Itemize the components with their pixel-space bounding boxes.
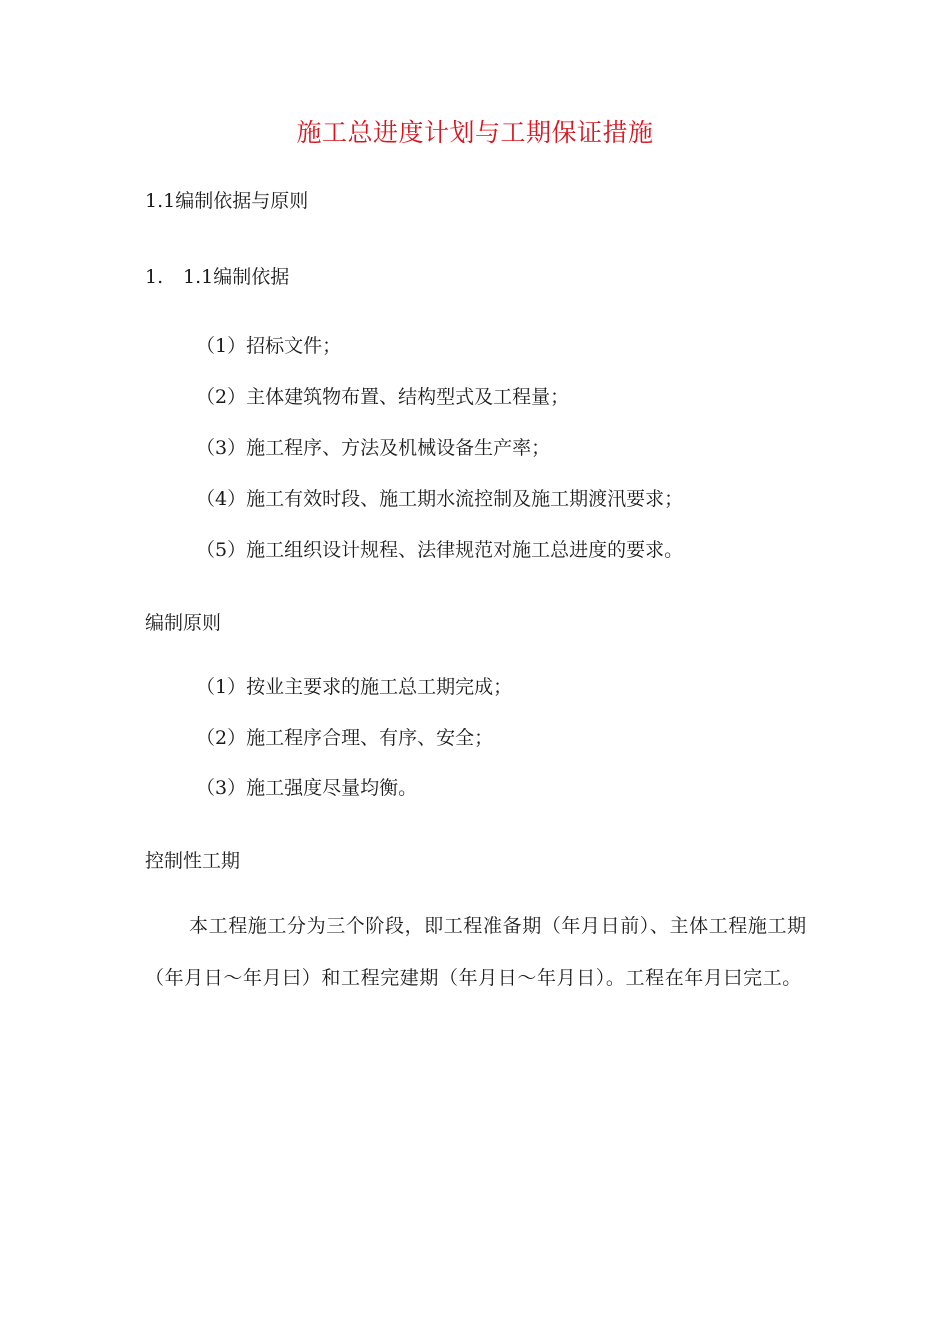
section-number: 1. (145, 266, 164, 288)
document-title: 施工总进度计划与工期保证措施 (296, 118, 654, 147)
basis-item-2: （2）主体建筑物布置、结构型式及工程量； (196, 386, 570, 408)
principle-item-3: （3）施工强度尽量均衡。 (196, 777, 418, 799)
control-period-paragraph: 本工程施工分为三个阶段，即工程准备期（年月日前）、主体工程施工期（年月日〜年月曰）和工程完建期（年月日〜年月日）。工程在年月曰完工。 (145, 915, 807, 989)
principle-item-1: （1）按业主要求的施工总工期完成； (196, 676, 513, 698)
basis-item-5: （5）施工组织设计规程、法律规范对施工总进度的要求。 (196, 539, 684, 561)
section-heading-1-1: 1.1编制依据与原则 (145, 190, 309, 212)
basis-item-1: （1）招标文件； (196, 335, 342, 357)
control-period-heading: 控制性工期 (145, 850, 241, 872)
section-heading-1-1-1 (145, 264, 289, 290)
principle-item-2: （2）施工程序合理、有序、安全； (196, 727, 494, 749)
section-label: 1.1编制依据 (183, 266, 290, 288)
basis-item-4: （4）施工有效时段、施工期水流控制及施工期渡汛要求； (196, 488, 684, 510)
basis-item-3: （3）施工程序、方法及机械设备生产率； (196, 437, 551, 459)
principles-heading: 编制原则 (145, 612, 222, 634)
